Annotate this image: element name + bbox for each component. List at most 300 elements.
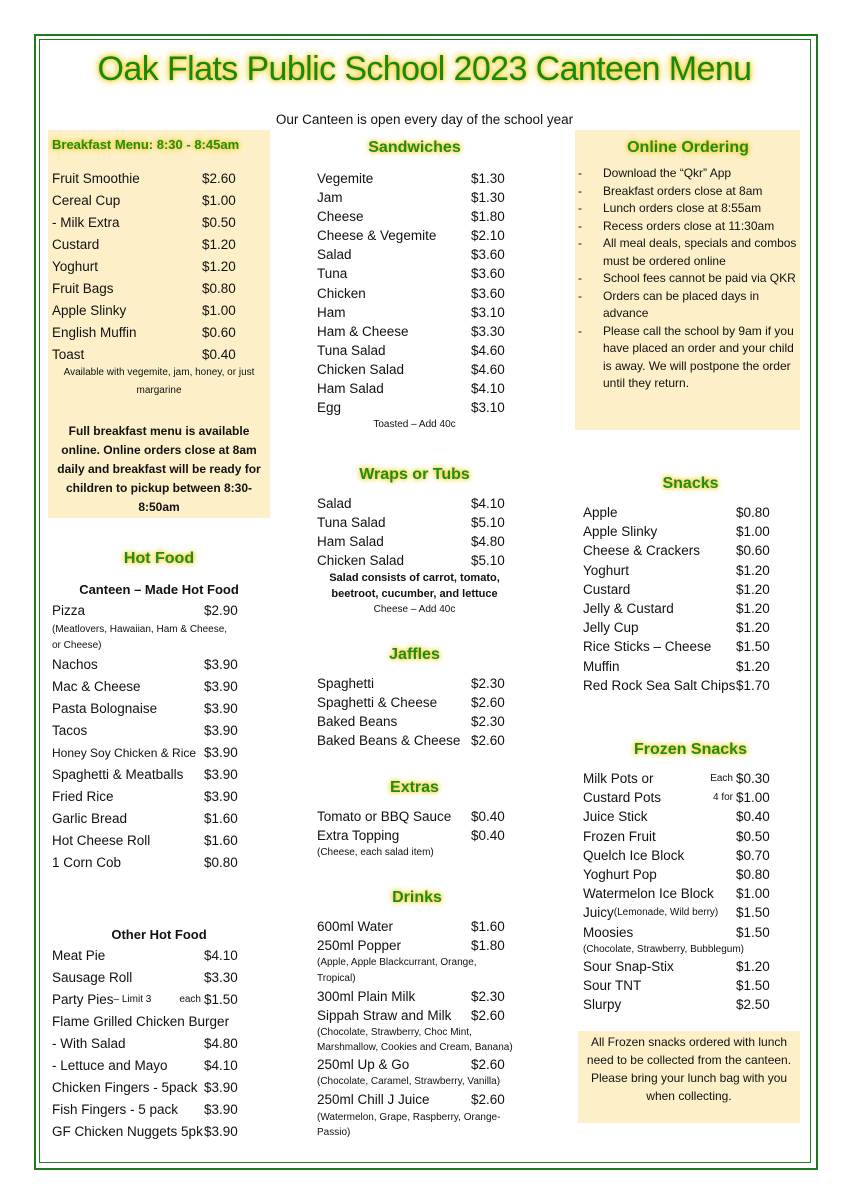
extras-heading: Extras [390,779,439,796]
item-price: $1.20 [736,581,770,597]
menu-item [317,731,512,750]
item-price: $3.60 [471,247,505,263]
item-name: Juice Stick [583,809,648,825]
item-price: $2.60 [471,733,505,749]
item-price: $2.10 [471,228,505,244]
menu-item [583,957,798,976]
item-name: Slurpy [583,997,622,1013]
item-name: Spaghetti & Meatballs [52,767,184,782]
item-name: - Milk Extra [52,215,120,230]
item-name: Meat Pie [52,948,106,963]
item-price: $0.60 [202,325,236,340]
drinks-section [317,889,517,1140]
item-name: Pizza [52,603,86,618]
item-name: Ham & Cheese [317,323,409,339]
menu-item [52,1099,266,1121]
item-name: Tacos [52,723,88,738]
menu-item [583,865,798,884]
bullet-dash: - [578,236,582,250]
menu-item [52,808,266,830]
item-price: $3.30 [204,970,238,985]
bullet-text: Orders can be placed days in advance [603,288,760,320]
item-name: Custard [52,237,100,252]
online-ordering-list [578,165,798,393]
item-price: $1.20 [202,237,236,252]
item-name: 250ml Up & Go [317,1057,410,1073]
item-name: Custard [583,581,631,597]
other-hot-food-list [52,945,266,1143]
item-price: $4.10 [204,948,238,963]
menu-item [52,168,266,190]
item-note: (Apple, Apple Blackcurrant, Orange, [317,957,477,969]
item-price: $1.50 [736,924,770,940]
item-name: Yoghurt [583,562,630,578]
item-price: $5.10 [471,553,505,569]
canteen-hot-food-heading: Canteen – Made Hot Food [79,582,239,597]
frozen-notice-text-2: Please bring your lunch bag with you when collecting. [590,1071,788,1103]
item-price: $1.50 [736,639,770,655]
item-name: Jelly & Custard [583,600,674,616]
item-price: $3.90 [204,789,238,804]
item-name: Milk Pots or [583,771,654,786]
item-name: Ham Salad [317,381,384,397]
item-price: $2.60 [471,1092,505,1108]
item-price: $3.10 [471,304,505,320]
bullet-dash: - [578,288,582,303]
item-price: $1.20 [736,658,770,674]
item-name: Cereal Cup [52,193,121,208]
menu-item [583,522,798,541]
bullet-text: All meal deals, specials and combos must be ordered online [603,236,797,268]
item-price: $1.50 [736,905,770,921]
menu-item [52,256,266,278]
item-name: 600ml Water [317,919,394,934]
bullet-dash: - [578,166,582,180]
item-price: $3.90 [204,723,238,738]
item-name: Baked Beans & Cheese [317,733,461,749]
menu-item [317,360,512,379]
item-price: $1.20 [202,259,236,274]
bullet-item [578,165,798,183]
item-name: Jam [317,190,343,206]
menu-item [583,903,798,922]
menu-item [317,284,512,303]
item-name: Moosies [583,924,634,940]
item-name: Frozen Fruit [583,828,656,844]
item-price: $4.80 [204,1036,238,1051]
bullet-dash: - [578,218,582,233]
bullet-item [578,323,798,393]
item-price: $2.60 [202,171,236,186]
item-name: Yoghurt [52,259,99,274]
wraps-list [317,494,512,618]
item-price: $1.80 [471,938,505,954]
menu-item [583,561,798,580]
item-note: (Chocolate, Strawberry, Bubblegum) [583,943,744,955]
item-name: Sausage Roll [52,970,133,985]
item-price: $1.60 [204,833,238,848]
menu-item [317,341,512,360]
item-name: Cheese & Vegemite [317,228,437,244]
item-name: Pasta Bolognaise [52,701,158,716]
item-price: $1.20 [736,600,770,616]
item-price: $1.00 [736,790,770,806]
item-price: $3.90 [204,701,238,716]
menu-item [317,674,512,693]
item-name: 1 Corn Cob [52,855,122,870]
menu-item [52,1077,266,1099]
menu-item [52,234,266,256]
item-price: $0.40 [202,347,236,362]
item-price: $1.20 [736,620,770,636]
menu-item [317,188,512,207]
item-price: $1.80 [471,209,505,225]
frozen-snacks-section [583,741,798,1014]
breakfast-list [52,168,266,366]
item-name: Tuna Salad [317,515,386,531]
item-price: $2.50 [736,997,770,1013]
item-name: - Lettuce and Mayo [52,1058,168,1073]
page-subtitle: Our Canteen is open every day of the school year [275,112,574,127]
item-name: Fish Fingers - 5 pack [52,1102,179,1117]
sandwiches-list [317,169,512,433]
item-name: Party Pies [52,992,114,1007]
item-name: GF Chicken Nuggets 5pk [52,1124,203,1139]
menu-item [52,720,266,742]
menu-item [52,600,266,622]
menu-item [52,676,266,698]
item-price: $2.90 [204,603,238,618]
jaffles-section [317,646,512,750]
drinks-heading: Drinks [392,889,442,906]
item-price: $1.30 [471,171,505,186]
item-name: Cheese & Crackers [583,543,701,559]
bullet-text: School fees cannot be paid via QKR [603,271,796,285]
item-name: Yoghurt Pop [583,866,657,882]
menu-item [583,657,798,676]
item-name: Juicy [583,905,614,921]
menu-item [583,637,798,656]
item-name: Chicken Fingers - 5pack [52,1080,198,1095]
item-name: Salad [317,496,352,511]
menu-item [52,1055,266,1077]
item-price: $4.10 [204,1058,238,1073]
menu-item [52,830,266,852]
menu-item [583,503,798,522]
item-price: $1.50 [736,977,770,993]
item-price: $1.50 [204,992,238,1007]
menu-item [317,513,512,532]
menu-item [583,618,798,637]
sandwiches-section [317,139,512,433]
item-price: $3.90 [204,767,238,782]
hot-food-section [52,550,266,874]
item-name: Mac & Cheese [52,679,141,694]
item-price: $3.10 [471,400,505,416]
item-price: $2.30 [471,989,505,1005]
item-name: Sippah Straw and Milk [317,1008,452,1024]
item-name: Flame Grilled Chicken Burger [52,1014,230,1029]
jaffles-heading: Jaffles [389,646,440,663]
menu-item [52,300,266,322]
frozen-snacks-heading: Frozen Snacks [634,741,747,758]
item-price: $0.80 [202,281,236,296]
menu-item [317,1090,517,1109]
menu-item [317,917,517,936]
item-note: Toasted – Add 40c [373,419,456,431]
bullet-text: Breakfast orders close at 8am [603,183,763,198]
item-name: Toast [52,347,85,362]
item-price: $0.60 [736,543,770,559]
item-price: $5.10 [471,515,505,531]
menu-item [317,245,512,264]
item-name: Spaghetti [317,676,375,691]
item-price: $0.40 [471,828,505,844]
bullet-text: Download the “Qkr” App [603,166,732,180]
item-name: Nachos [52,657,98,672]
item-note: (Cheese, each salad item) [317,847,434,859]
item-price: $0.80 [736,505,770,520]
item-price: $0.80 [736,866,770,882]
item-name: Apple [583,505,618,520]
item-price: $1.20 [736,562,770,578]
menu-item [583,884,798,903]
item-note: Cheese – Add 40c [373,604,456,616]
item-qualifier: each [179,994,201,1005]
extras-section [317,779,512,861]
item-price: $1.60 [204,811,238,826]
item-note: beetroot, cucumber, and lettuce [331,588,498,601]
menu-item [583,580,798,599]
bullet-dash: - [578,183,582,198]
menu-item [52,654,266,676]
item-name: Muffin [583,658,620,674]
item-note: Passio) [317,1126,351,1138]
item-name: Red Rock Sea Salt Chips [583,677,736,693]
item-name: Sour Snap-Stix [583,958,674,974]
menu-item [317,826,512,845]
menu-item [583,676,798,695]
menu-item [583,807,798,826]
item-name: Spaghetti & Cheese [317,695,438,711]
menu-item [52,322,266,344]
item-name: Tuna [317,266,348,282]
item-name: Quelch Ice Block [583,847,685,863]
item-name: Jelly Cup [583,620,639,636]
sandwiches-heading: Sandwiches [368,139,461,156]
menu-item [52,1033,266,1055]
menu-item [583,827,798,846]
hot-food-heading: Hot Food [123,550,195,567]
item-name: English Muffin [52,325,137,340]
item-name: Garlic Bread [52,811,128,826]
item-price: $0.80 [204,855,238,870]
item-name: Salad [317,247,352,263]
menu-item [317,987,517,1006]
item-price: $3.90 [204,1124,238,1139]
menu-item [52,1011,266,1033]
menu-item [52,967,266,989]
menu-item [317,1055,517,1074]
item-note: (Chocolate, Caramel, Strawberry, Vanilla) [317,1076,501,1088]
menu-item [317,693,512,712]
menu-item [583,788,798,807]
item-name: Chicken [317,285,366,301]
menu-item [52,945,266,967]
menu-item [583,541,798,560]
menu-item [317,264,512,283]
item-price: $1.00 [202,303,236,318]
menu-item [52,698,266,720]
menu-item [52,852,266,874]
item-price: $1.00 [736,886,770,902]
menu-item [317,379,512,398]
menu-item [52,278,266,300]
item-name: Fried Rice [52,789,114,804]
item-price: $2.60 [471,695,505,711]
item-price: $4.10 [471,496,505,511]
item-price: $0.50 [202,215,236,230]
snacks-heading: Snacks [662,475,719,492]
item-name: Hot Cheese Roll [52,833,151,848]
item-note: Salad consists of carrot, tomato, [329,572,500,585]
bullet-item [578,218,798,236]
menu-item [317,398,512,417]
item-price: $1.00 [736,524,770,540]
online-ordering-heading: Online Ordering [627,139,749,156]
snacks-list [583,503,798,695]
menu-item [317,226,512,245]
drinks-list [317,917,517,1140]
menu-item [583,923,798,942]
item-detail: – Limit 3 [113,994,152,1005]
bullet-dash: - [578,201,582,215]
frozen-snacks-notice [578,1031,800,1123]
item-price: $1.30 [471,190,505,206]
online-ordering-section [578,139,798,393]
item-price: $3.60 [471,266,505,282]
menu-item [52,786,266,808]
item-note: (Meatlovers, Hawaiian, Ham & Cheese, [52,624,228,635]
menu-item [317,303,512,322]
item-name: Egg [317,400,342,416]
bullet-item [578,183,798,201]
other-hot-food-section [52,927,266,1143]
menu-item [583,976,798,995]
item-name: Apple Slinky [52,303,127,318]
other-hot-food-heading: Other Hot Food [111,927,207,942]
menu-item [583,769,798,788]
menu-item [52,989,266,1011]
menu-item [317,169,512,188]
item-qualifier: 4 for [712,792,733,804]
item-price: $1.00 [202,193,236,208]
frozen-snacks-list [583,769,798,1014]
item-name: Honey Soy Chicken & Rice [52,746,197,760]
menu-item [317,322,512,341]
item-note: (Watermelon, Grape, Raspberry, Orange- [317,1111,501,1123]
menu-item [583,599,798,618]
item-name: Ham Salad [317,534,384,550]
item-price: $2.30 [471,714,505,730]
bullet-dash: - [578,271,582,285]
item-price: $3.90 [204,679,238,694]
item-name: Watermelon Ice Block [583,886,714,902]
item-price: $3.90 [204,745,238,760]
jaffles-list [317,674,512,750]
item-price: $0.70 [736,847,770,863]
item-price: $3.30 [471,323,505,339]
item-price: $0.50 [736,828,770,844]
wraps-heading: Wraps or Tubs [359,466,470,483]
item-price: $4.60 [471,361,505,377]
menu-item [583,846,798,865]
bullet-text: Please call the school by 9am if you have placed an order and your child is away. We will postpone the order until they return. [603,323,794,390]
item-note: or Cheese) [52,640,102,651]
item-name: - With Salad [52,1036,126,1051]
item-note: (Chocolate, Strawberry, Choc Mint, [317,1027,472,1039]
item-price: $0.40 [471,809,505,824]
item-detail: (Lemonade, Wild berry) [613,907,719,919]
bullet-text: Recess orders close at 11:30am [603,218,775,233]
menu-item [52,344,266,366]
item-name: Extra Topping [317,828,400,844]
item-name: Chicken Salad [317,553,405,569]
item-price: $0.40 [736,809,770,825]
item-price: $1.70 [736,677,770,693]
toast-note: Available with vegemite, jam, honey, or just margarine [63,367,255,396]
item-name: Apple Slinky [583,524,658,540]
frozen-notice-text: All Frozen snacks ordered with lunch need to be collected from the canteen. [586,1035,792,1067]
item-price: $4.80 [471,534,505,550]
canteen-hot-food-list [52,600,266,874]
item-name: Sour TNT [583,977,642,993]
page-title: Oak Flats Public School 2023 Canteen Menu [97,50,752,88]
bullet-item [578,235,798,270]
menu-item [52,764,266,786]
snacks-section [583,475,798,695]
item-price: $2.30 [471,676,505,691]
item-note: Marshmallow, Cookies and Cream, Banana) [317,1042,513,1054]
wraps-section [317,466,512,618]
item-name: Chicken Salad [317,361,405,377]
bullet-text: Lunch orders close at 8:55am [603,201,762,215]
bullet-item [578,200,798,218]
item-name: Vegemite [317,171,374,186]
bullet-item [578,270,798,288]
menu-item [317,207,512,226]
item-name: Tomato or BBQ Sauce [317,809,452,824]
item-price: $3.90 [204,657,238,672]
item-name: Baked Beans [317,714,398,730]
menu-item [317,494,512,513]
item-name: Rice Sticks – Cheese [583,639,712,655]
item-name: Tuna Salad [317,342,386,358]
menu-item [317,1006,517,1025]
menu-item [317,551,512,570]
item-name: 250ml Popper [317,938,402,954]
menu-item [317,936,517,955]
extras-list [317,807,512,861]
item-price: $2.60 [471,1057,505,1073]
breakfast-online-note: Full breakfast menu is available online. Online orders close at 8am daily and breakfast will be ready for children to pickup between 8:30-8:50am [57,424,261,514]
breakfast-heading: Breakfast Menu: 8:30 - 8:45am [52,137,240,152]
menu-item [52,742,266,764]
item-name: Ham [317,304,346,320]
menu-item [317,712,512,731]
menu-item [583,995,798,1014]
item-qualifier: Each [710,773,733,784]
